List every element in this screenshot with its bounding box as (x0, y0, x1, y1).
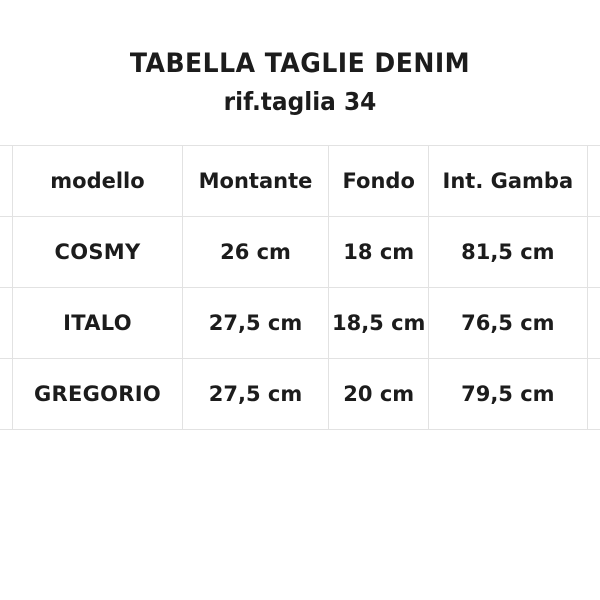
size-table-wrapper (0, 145, 600, 430)
spacer-cell-left (0, 359, 13, 430)
spacer-cell-right (587, 217, 600, 288)
header-fondo: Fondo (329, 146, 429, 217)
table-row (0, 359, 600, 430)
cell-montante: 26 cm (182, 217, 329, 288)
cell-model: GREGORIO (13, 359, 182, 430)
spacer-cell-right (587, 146, 600, 217)
cell-model: ITALO (13, 288, 182, 359)
cell-fondo: 18,5 cm (329, 288, 429, 359)
page-title: TABELLA TAGLIE DENIM (129, 48, 471, 79)
cell-montante: 27,5 cm (182, 288, 329, 359)
cell-fondo: 20 cm (329, 359, 429, 430)
cell-int-gamba: 79,5 cm (429, 359, 588, 430)
cell-montante: 27,5 cm (182, 359, 329, 430)
cell-model: COSMY (13, 217, 182, 288)
cell-int-gamba: 81,5 cm (429, 217, 588, 288)
header-int-gamba: Int. Gamba (429, 146, 588, 217)
title-block (0, 48, 600, 117)
page-subtitle: rif.taglia 34 (223, 87, 377, 117)
spacer-cell-right (587, 359, 600, 430)
spacer-cell-left (0, 217, 13, 288)
cell-fondo: 18 cm (329, 217, 429, 288)
spacer-cell-left (0, 146, 13, 217)
size-table (0, 145, 600, 430)
spacer-cell-right (587, 288, 600, 359)
cell-int-gamba: 76,5 cm (429, 288, 588, 359)
table-row (0, 288, 600, 359)
header-modello: modello (13, 146, 182, 217)
spacer-cell-left (0, 288, 13, 359)
table-row (0, 217, 600, 288)
header-montante: Montante (182, 146, 329, 217)
table-header-row (0, 146, 600, 217)
